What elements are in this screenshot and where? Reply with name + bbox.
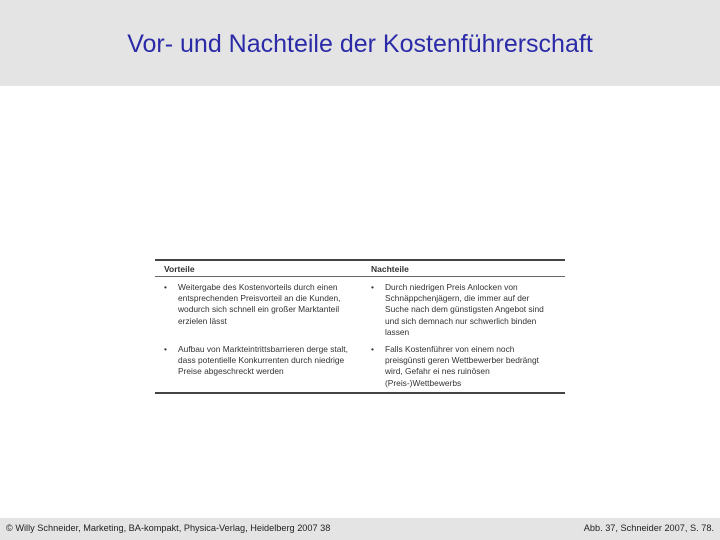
table-cell-nachteil (361, 282, 565, 338)
table-cell-nachteil (361, 344, 565, 389)
nachteil-text: Durch niedrigen Preis Anlocken von Schnäppchenjägern, die immer auf der Suche nach dem günstigsten Angebot sind und sich demnach nur schwerlich binden lassen (385, 282, 544, 337)
comparison-table (155, 259, 565, 394)
bullet-icon: • (371, 282, 374, 292)
header-vorteile: Vorteile (164, 263, 195, 274)
slide-title: Vor- und Nachteile der Kostenführerschaft (127, 30, 593, 58)
footer-figure-reference: Abb. 37, Schneider 2007, S. 78. (583, 523, 714, 533)
slide-footer (0, 518, 720, 540)
table-header-row (155, 261, 565, 276)
vorteil-text: Aufbau von Markteintrittsbarrieren derge stalt, dass potentielle Konkurrenten durch niedrige Preise abgeschreckt werden (178, 344, 348, 377)
table-cell-vorteil (155, 344, 361, 389)
header-nachteile: Nachteile (371, 263, 409, 274)
table-cell-vorteil (155, 282, 361, 338)
bullet-icon: • (164, 282, 167, 292)
table-header-rule (155, 276, 565, 277)
bullet-icon: • (164, 344, 167, 355)
table-row (155, 282, 565, 338)
bullet-icon: • (371, 344, 374, 355)
nachteil-text: Falls Kostenführer von einem noch preisgünsti geren Wettbewerber bedrängt wird, Gefahr ei nes ruinösen (Preis-)Wettbewerbs (385, 344, 539, 388)
slide-header (0, 0, 720, 86)
table-bottom-rule (155, 392, 565, 394)
footer-citation: © Willy Schneider, Marketing, BA-kompakt, Physica-Verlag, Heidelberg 2007 38 (6, 523, 331, 533)
table-row (155, 344, 565, 389)
vorteil-text: Weitergabe des Kostenvorteils durch einen entsprechenden Preisvorteil an die Kunden, wodurch sich schnell ein großer Marktanteil erzielen lässt (178, 282, 341, 326)
